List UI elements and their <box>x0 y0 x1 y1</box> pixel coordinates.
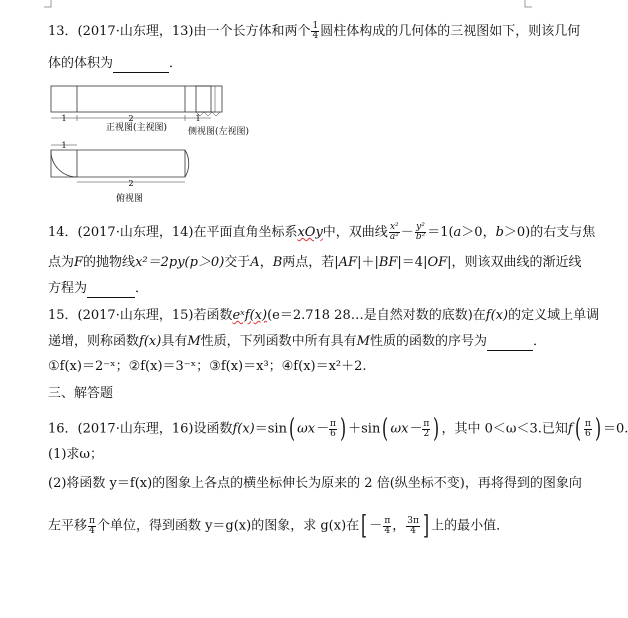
q14-text-l: |＝4| <box>397 255 428 270</box>
frac-denominator: 4 <box>410 525 416 536</box>
q13-text-b: 圆柱体构成的几何体的三视图如下，则该几何 <box>320 24 581 39</box>
answer-blank <box>487 334 533 351</box>
q14-text-e: ＞0)的右支与焦 <box>503 225 596 240</box>
dim-label-front-left: 1 <box>61 114 67 123</box>
q15-exfx: eˣf(x) <box>232 308 268 323</box>
frac-numerator: 1 <box>312 21 319 31</box>
q16-text-h: 上的最小值． <box>431 518 510 534</box>
frac-pi-2 <box>422 420 430 439</box>
q14-text-h: 交于 <box>224 255 251 270</box>
q16-text-b: ＝sin <box>254 421 287 437</box>
bracket-open: [ <box>361 511 368 541</box>
q14-xoy: xOy <box>297 225 323 240</box>
paren-open-3: ( <box>574 414 581 444</box>
var-F: F <box>74 255 84 270</box>
q15-text-f: 性质，下列函数中所有具有 <box>200 334 357 349</box>
q13-line2 <box>48 56 182 73</box>
q14-text-n: 方程为 <box>48 281 88 296</box>
frac-pi-4 <box>88 517 96 536</box>
q15-fx: f(x) <box>485 308 509 323</box>
dim-label-top-2: 2 <box>128 179 134 188</box>
frac-denominator: a² <box>389 232 399 242</box>
q16-line2: (1)求ω； <box>48 447 104 462</box>
paren-close-2: ) <box>433 414 440 444</box>
q16-arg1: ωx－ <box>297 421 329 437</box>
paren-open: ( <box>288 414 296 444</box>
q16-text-d: ，其中 0＜ω＜3.已知 <box>441 421 568 437</box>
frac-numerator: π <box>384 515 391 526</box>
q13-text-a: 13．(2017·山东理，13)由一个长方体和两个 <box>48 24 311 39</box>
q13-text-c: 体的体积为 <box>48 56 114 71</box>
var-M-2: M <box>356 334 370 349</box>
frac-numerator: 3π <box>407 515 419 526</box>
frac-pi-4b <box>383 517 391 536</box>
dim-label-top-1: 1 <box>61 141 67 150</box>
q15-line2 <box>48 334 546 351</box>
frac-numerator: x² <box>389 222 399 232</box>
var-AF: AF <box>338 255 358 270</box>
frac-denominator: 4 <box>89 525 95 536</box>
frac-numerator: π <box>423 418 430 429</box>
q16-text-f: 左平移 <box>48 518 88 534</box>
frac-numerator: π <box>330 418 336 429</box>
q14-text-k: |＋| <box>357 255 379 270</box>
var-OF: OF <box>427 255 448 270</box>
q14-text-b: 中，双曲线 <box>322 225 388 240</box>
q14-text-g: 的抛物线 <box>83 255 136 270</box>
q15-text-e: 具有 <box>161 334 188 349</box>
q14-text-f: 点为 <box>48 255 75 270</box>
frac-numerator: π <box>89 515 95 526</box>
frac-numerator: y² <box>416 222 425 232</box>
answer-blank <box>113 56 169 73</box>
minus-sign: － <box>369 518 383 534</box>
var-B: B <box>272 255 283 270</box>
side-view-caption: 侧视图(左视图) <box>188 127 250 137</box>
answer-blank <box>87 281 135 298</box>
q16-text-a: 16．(2017·山东理，16)设函数 <box>48 421 233 437</box>
frac-denominator: 6 <box>584 428 591 439</box>
q15-line1 <box>48 308 599 324</box>
q15-text-g: 性质的函数的序号为 <box>369 334 487 349</box>
paren-open-2: ( <box>382 414 389 444</box>
crop-mark-top-left <box>44 0 52 8</box>
q16-text-c: ＋sin <box>348 421 381 437</box>
parabola-eq: x²＝2py(p＞0) <box>135 255 225 270</box>
paren-close: ) <box>340 414 347 444</box>
q15-line3: ①f(x)＝2⁻ˣ；②f(x)＝3⁻ˣ；③f(x)＝x³；④f(x)＝x²＋2. <box>48 359 367 374</box>
frac-denominator: 4 <box>384 525 391 536</box>
frac-numerator: π <box>584 418 591 429</box>
var-M: M <box>187 334 201 349</box>
q15-text-d: 递增，则称函数 <box>48 334 140 349</box>
q16-text-g: 个单位，得到函数 y＝g(x)的图象，求 g(x)在 <box>96 518 360 534</box>
q16-line1 <box>48 416 628 442</box>
q14-text-d: ＞0， <box>461 225 496 240</box>
frac-3pi-4 <box>406 517 420 536</box>
q14-line3 <box>48 281 148 298</box>
frac-denominator: b² <box>415 232 426 242</box>
top-view <box>51 145 189 182</box>
q14-text-j: 两点，若| <box>282 255 339 270</box>
q13-fraction <box>311 22 319 41</box>
q14-line1: 14．(2017·山东理，14)在平面直角坐标系xOy中，双曲线 $\frac{\text{x²}}{\text{a²}}$ － $\frac{\text{y²}}{\text{b²}}$ ＝1(a＞0，b＞0)的右支与焦 <box>48 222 596 242</box>
q16-line4: 左平移 $\frac{\pi}{4}$ 个单位，得到函数 y＝g(x)的图象，求 g(x)在[ － $\frac{\pi}{4}$ ， $\frac{3\pi}{4}$ ] 上的最小值． <box>48 511 510 541</box>
q15-fx-2: f(x) <box>139 334 162 349</box>
bracket-close: ] <box>422 511 430 541</box>
var-A: A <box>250 255 260 270</box>
q14-text-i: ， <box>259 255 273 270</box>
top-view-caption: 俯视图 <box>116 194 144 204</box>
var-BF: BF <box>378 255 398 270</box>
front-view-caption: 正视图(主视图) <box>106 123 168 133</box>
q14-text-c: ＝1( <box>427 225 454 240</box>
q16-fx: f(x) <box>232 421 255 437</box>
crop-mark-top-right <box>524 0 532 8</box>
dim-label-front-right: 1 <box>195 114 201 123</box>
frac-x2-a2 <box>389 223 400 242</box>
q16-arg2: ωx－ <box>390 421 422 437</box>
q16-text-e: ＝0. <box>602 421 628 437</box>
q14-period: ． <box>135 281 149 296</box>
var-b: b <box>495 225 504 240</box>
section-heading: 三、解答题 <box>48 386 114 401</box>
var-a: a <box>453 225 462 240</box>
q16-f: f <box>567 421 573 437</box>
q13-line1 <box>48 22 580 41</box>
q15-text-c: 的定义域上单调 <box>508 308 600 323</box>
frac-pi-6b <box>584 420 592 439</box>
frac-denominator: 2 <box>423 428 430 439</box>
q14-text-m: |，则该双曲线的渐近线 <box>447 255 582 270</box>
q16-line3: (2)将函数 y＝f(x)的图象上各点的横坐标伸长为原来的 2 倍(纵坐标不变)，再将得到的图象向 <box>48 476 582 491</box>
q13-period: ． <box>169 56 183 71</box>
frac-y2-b2 <box>415 223 426 242</box>
q15-text-a: 15．(2017·山东理，15)若函数 <box>48 308 233 323</box>
q15-period: ． <box>532 334 546 349</box>
frac-denominator: 4 <box>312 31 319 41</box>
frac-denominator: 6 <box>330 428 336 439</box>
paren-close-3: ) <box>594 414 601 444</box>
q15-text-b: (e＝2.718 28…是自然对数的底数)在 <box>267 308 486 323</box>
frac-pi-6 <box>329 420 337 439</box>
dim-label-front-mid: 2 <box>128 114 134 123</box>
q14-text-a: 14．(2017·山东理，14)在平面直角坐标系 <box>48 225 298 240</box>
q14-line2 <box>48 255 582 271</box>
